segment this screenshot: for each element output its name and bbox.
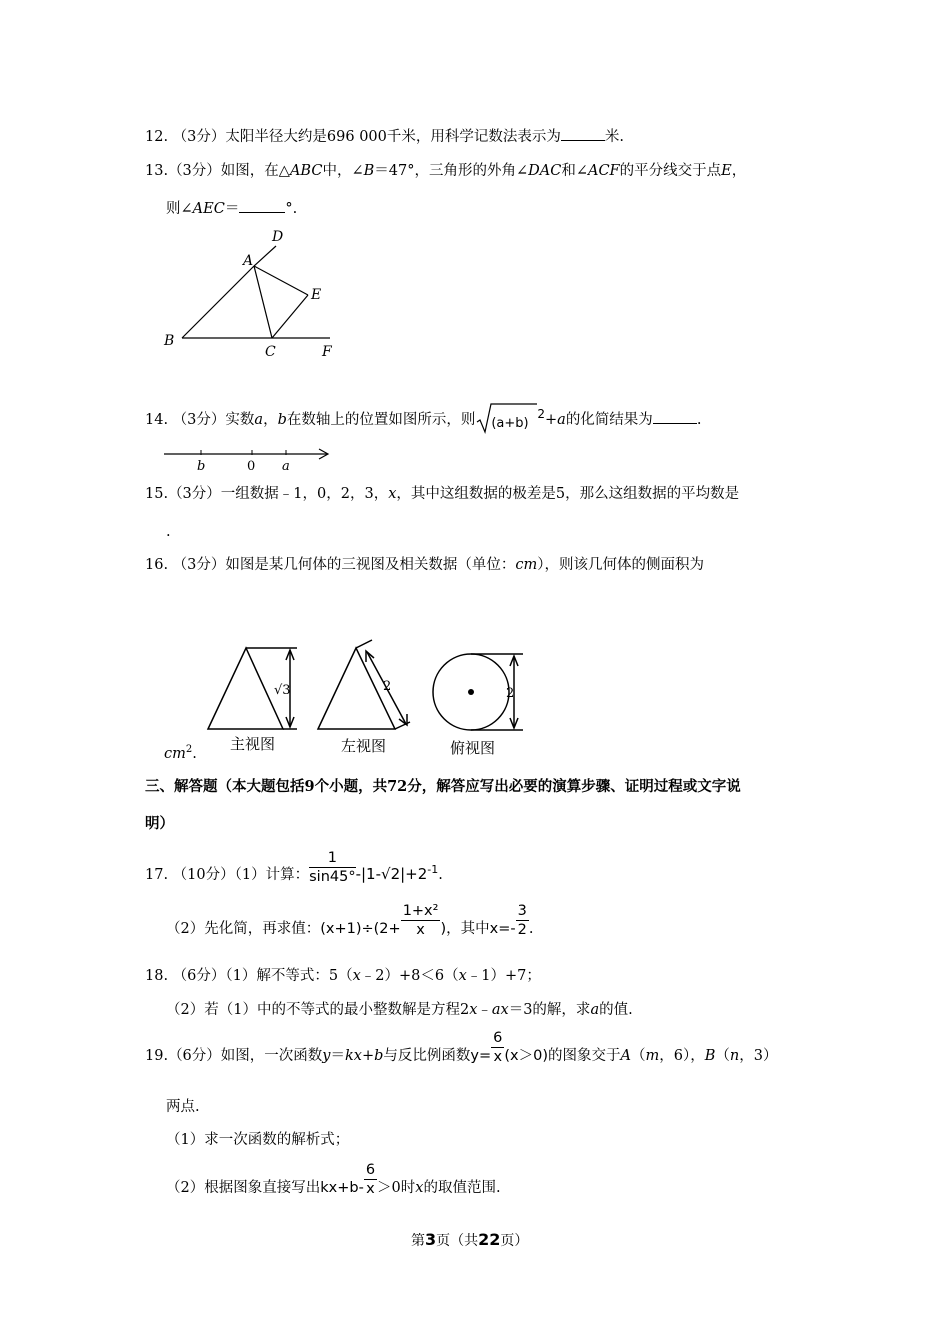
q17-expr: ) [440,921,447,937]
q14-num: 14. [145,411,169,428]
q16-num: 16. [145,557,169,573]
q19-text: 与反比例函数 [383,1048,471,1064]
q19-f2-num: 6 [365,1161,376,1178]
q17-expr: (x+1)÷(2+ [320,921,401,937]
q19-kxb2: kx+b- [320,1180,364,1196]
q19-m: m [645,1048,660,1064]
q13-text: 中，∠ [322,163,364,179]
q19-text: ，6）， [659,1048,705,1064]
q14-text: ， [263,411,278,428]
q19-yeq: y= [470,1048,492,1064]
front-dim: √3 [274,683,291,698]
q19-f2-den: x [366,1180,375,1197]
q16-text: （3分）如图是某几何体的三视图及相关数据（单位： [172,557,516,573]
q18-x: x [458,968,467,984]
q15-num: 15. [145,486,169,502]
q17-fraction [309,849,355,886]
q16-unit-exp: 2 [185,744,193,755]
label-d: D [272,229,284,245]
left-view-label: 左视图 [341,737,387,755]
q17-text: . [438,866,443,883]
q13-dac: DAC [528,163,562,179]
axis-label-b: b [197,459,206,474]
q18-line2 [166,1000,633,1020]
q17-fraction3 [516,902,529,939]
q15-text: ，其中这组数据的极差是5，那么这组数据的平均数是 [396,486,740,502]
q18-text: ﹣2）+8＜6（ [360,968,459,984]
q13-e: E [721,163,732,179]
q18-text: （6分）（1）解不等式：5（ [172,968,353,984]
q14-text: . [696,411,702,428]
q17-f3-num: 3 [517,902,527,919]
q19-text: ，3） [739,1048,778,1064]
q12-text: 太阳半径大约是696 000千米，用科学记数法表示为 [225,129,561,145]
q16-unit [164,740,197,764]
footer-page: 3 [425,1230,437,1249]
q13-abc: ABC [289,163,323,179]
q17-text: ，其中 [446,921,490,937]
q19-fraction2 [364,1161,377,1198]
q14-b: b [277,411,287,428]
q19-f-den: x [493,1048,503,1065]
q14-text: 实数 [225,411,255,428]
top-view-label: 俯视图 [450,739,496,757]
q17-num: 17. [145,866,169,883]
q13-text: （3分）如图，在△ [168,163,290,179]
q16-text: ），则该几何体的侧面积为 [537,557,705,573]
q19-num: 19. [145,1048,169,1064]
q17-f3-den: 2 [517,921,527,938]
label-f: F [322,344,332,360]
q19-kxb: kx+b [345,1048,384,1064]
q14-text: 的化简结果为 [565,411,653,428]
q12-tail: 米. [604,129,624,145]
q19-f-num: 6 [493,1029,503,1046]
q19-n: n [729,1048,740,1064]
q15-line2: . [166,524,171,540]
q19-x: x [415,1180,424,1196]
top-dim: 2 [506,686,515,701]
q13-acf: ACF [587,163,620,179]
q19-line1 [145,1029,778,1066]
q15-x: x [388,486,397,502]
label-a: A [243,253,254,269]
q18-num: 18. [145,968,169,984]
section3-heading: 三、解答题（本大题包括9个小题，共72分，解答应写出必要的演算步骤、证明过程或文字说 [145,778,741,795]
q14-exp: 2 [537,407,545,421]
q18-ax: ax [491,1002,509,1018]
q19-fraction [491,1029,504,1066]
q13-text: 的平分线交于点 [619,163,722,179]
q12-score: （3分） [172,129,226,145]
q13-text: 则∠ [166,201,193,217]
q14-a: a [557,411,566,428]
q19-sub2 [166,1161,501,1198]
q18-text: ﹣ [477,1002,492,1018]
q16-cm: cm [515,557,538,573]
q19-text: 的取值范围. [423,1180,501,1196]
q19-text: （6分）如图，一次函数 [168,1048,323,1064]
page-footer [411,1230,528,1251]
q17-f1-num: 1 [309,849,355,868]
q13-text: ＝47°，三角形的外角∠ [374,163,529,179]
q18-text: （2）若（1）中的不等式的最小整数解是方程2 [166,1002,470,1018]
label-e: E [311,287,322,303]
q17-abs: -|1-√2|+2 [355,864,428,883]
footer-total: 22 [478,1230,501,1249]
q19-y: y [322,1048,331,1064]
q19-text: （ [630,1048,646,1064]
q17-text: （2）先化简，再求值： [166,921,321,937]
q17-fraction2 [401,902,441,939]
q18-text: ﹣1）+7； [466,968,541,984]
q18-a: a [590,1002,600,1018]
q19-a: A [620,1048,631,1064]
q13-aec: AEC [192,201,225,217]
q14-text: 在数轴上的位置如图所示，则 [286,411,476,428]
label-b: B [164,333,175,349]
q18-text: 的值. [599,1002,633,1018]
q19-text: （2）根据图象直接写出 [166,1180,321,1196]
front-view-label: 主视图 [230,735,276,753]
left-dim: 2 [383,679,392,694]
q13-text: ＝ [224,201,240,217]
axis-label-a: a [282,459,290,474]
q14-text: + [545,411,558,428]
q17-exp: -1 [427,863,439,876]
q19-sub1: （1）求一次函数的解析式； [166,1132,350,1148]
label-c: C [265,344,276,360]
q14-a: a [254,411,264,428]
q17-line2 [166,902,534,939]
q19-text: ＞0时 [377,1180,416,1196]
q17-xeq: x=- [489,921,516,937]
q18-x: x [352,968,361,984]
q19-text: 的图象交于 [548,1048,621,1064]
q17-f1-den: sin45° [309,869,356,886]
q17-text: . [528,921,534,937]
q19-text: （ [715,1048,730,1064]
front-view-triangle [208,648,283,729]
q16-unit-text: cm [164,745,186,762]
section3-heading-cont: 明） [145,815,174,832]
q17-line1 [145,850,443,886]
q12-num: 12. [145,129,169,145]
q13-text: ， [731,163,747,179]
q16-unit-tail: . [192,745,197,762]
q15-text: （3分）一组数据﹣1，0，2，3， [168,486,389,502]
q17-score: （10分） [172,866,235,883]
q13-text: °. [285,201,298,217]
q19-cond: (x＞0) [504,1048,548,1064]
footer-text: 第 [411,1233,425,1249]
q18-x: x [469,1002,478,1018]
q19-text: ＝ [330,1048,345,1064]
axis-label-0: 0 [247,459,256,474]
q17-f2-num: 1+x² [402,902,439,919]
q13-b: B [363,163,375,179]
q13-num: 13. [145,163,169,179]
q19-b: B [704,1048,716,1064]
q17-f2-den: x [416,921,425,938]
q18-text: ＝3的解，求 [508,1002,591,1018]
q14-rad-content: (a+b) [491,415,529,431]
footer-text: 页（共 [436,1233,479,1249]
center-dot [468,689,474,695]
q17-text: （1）计算： [234,866,310,883]
q14-score: （3分） [172,411,226,428]
q13-text: 和∠ [561,163,588,179]
q18-line1 [145,966,541,986]
q19-line2: 两点. [166,1099,200,1115]
footer-text: 页） [500,1233,529,1249]
